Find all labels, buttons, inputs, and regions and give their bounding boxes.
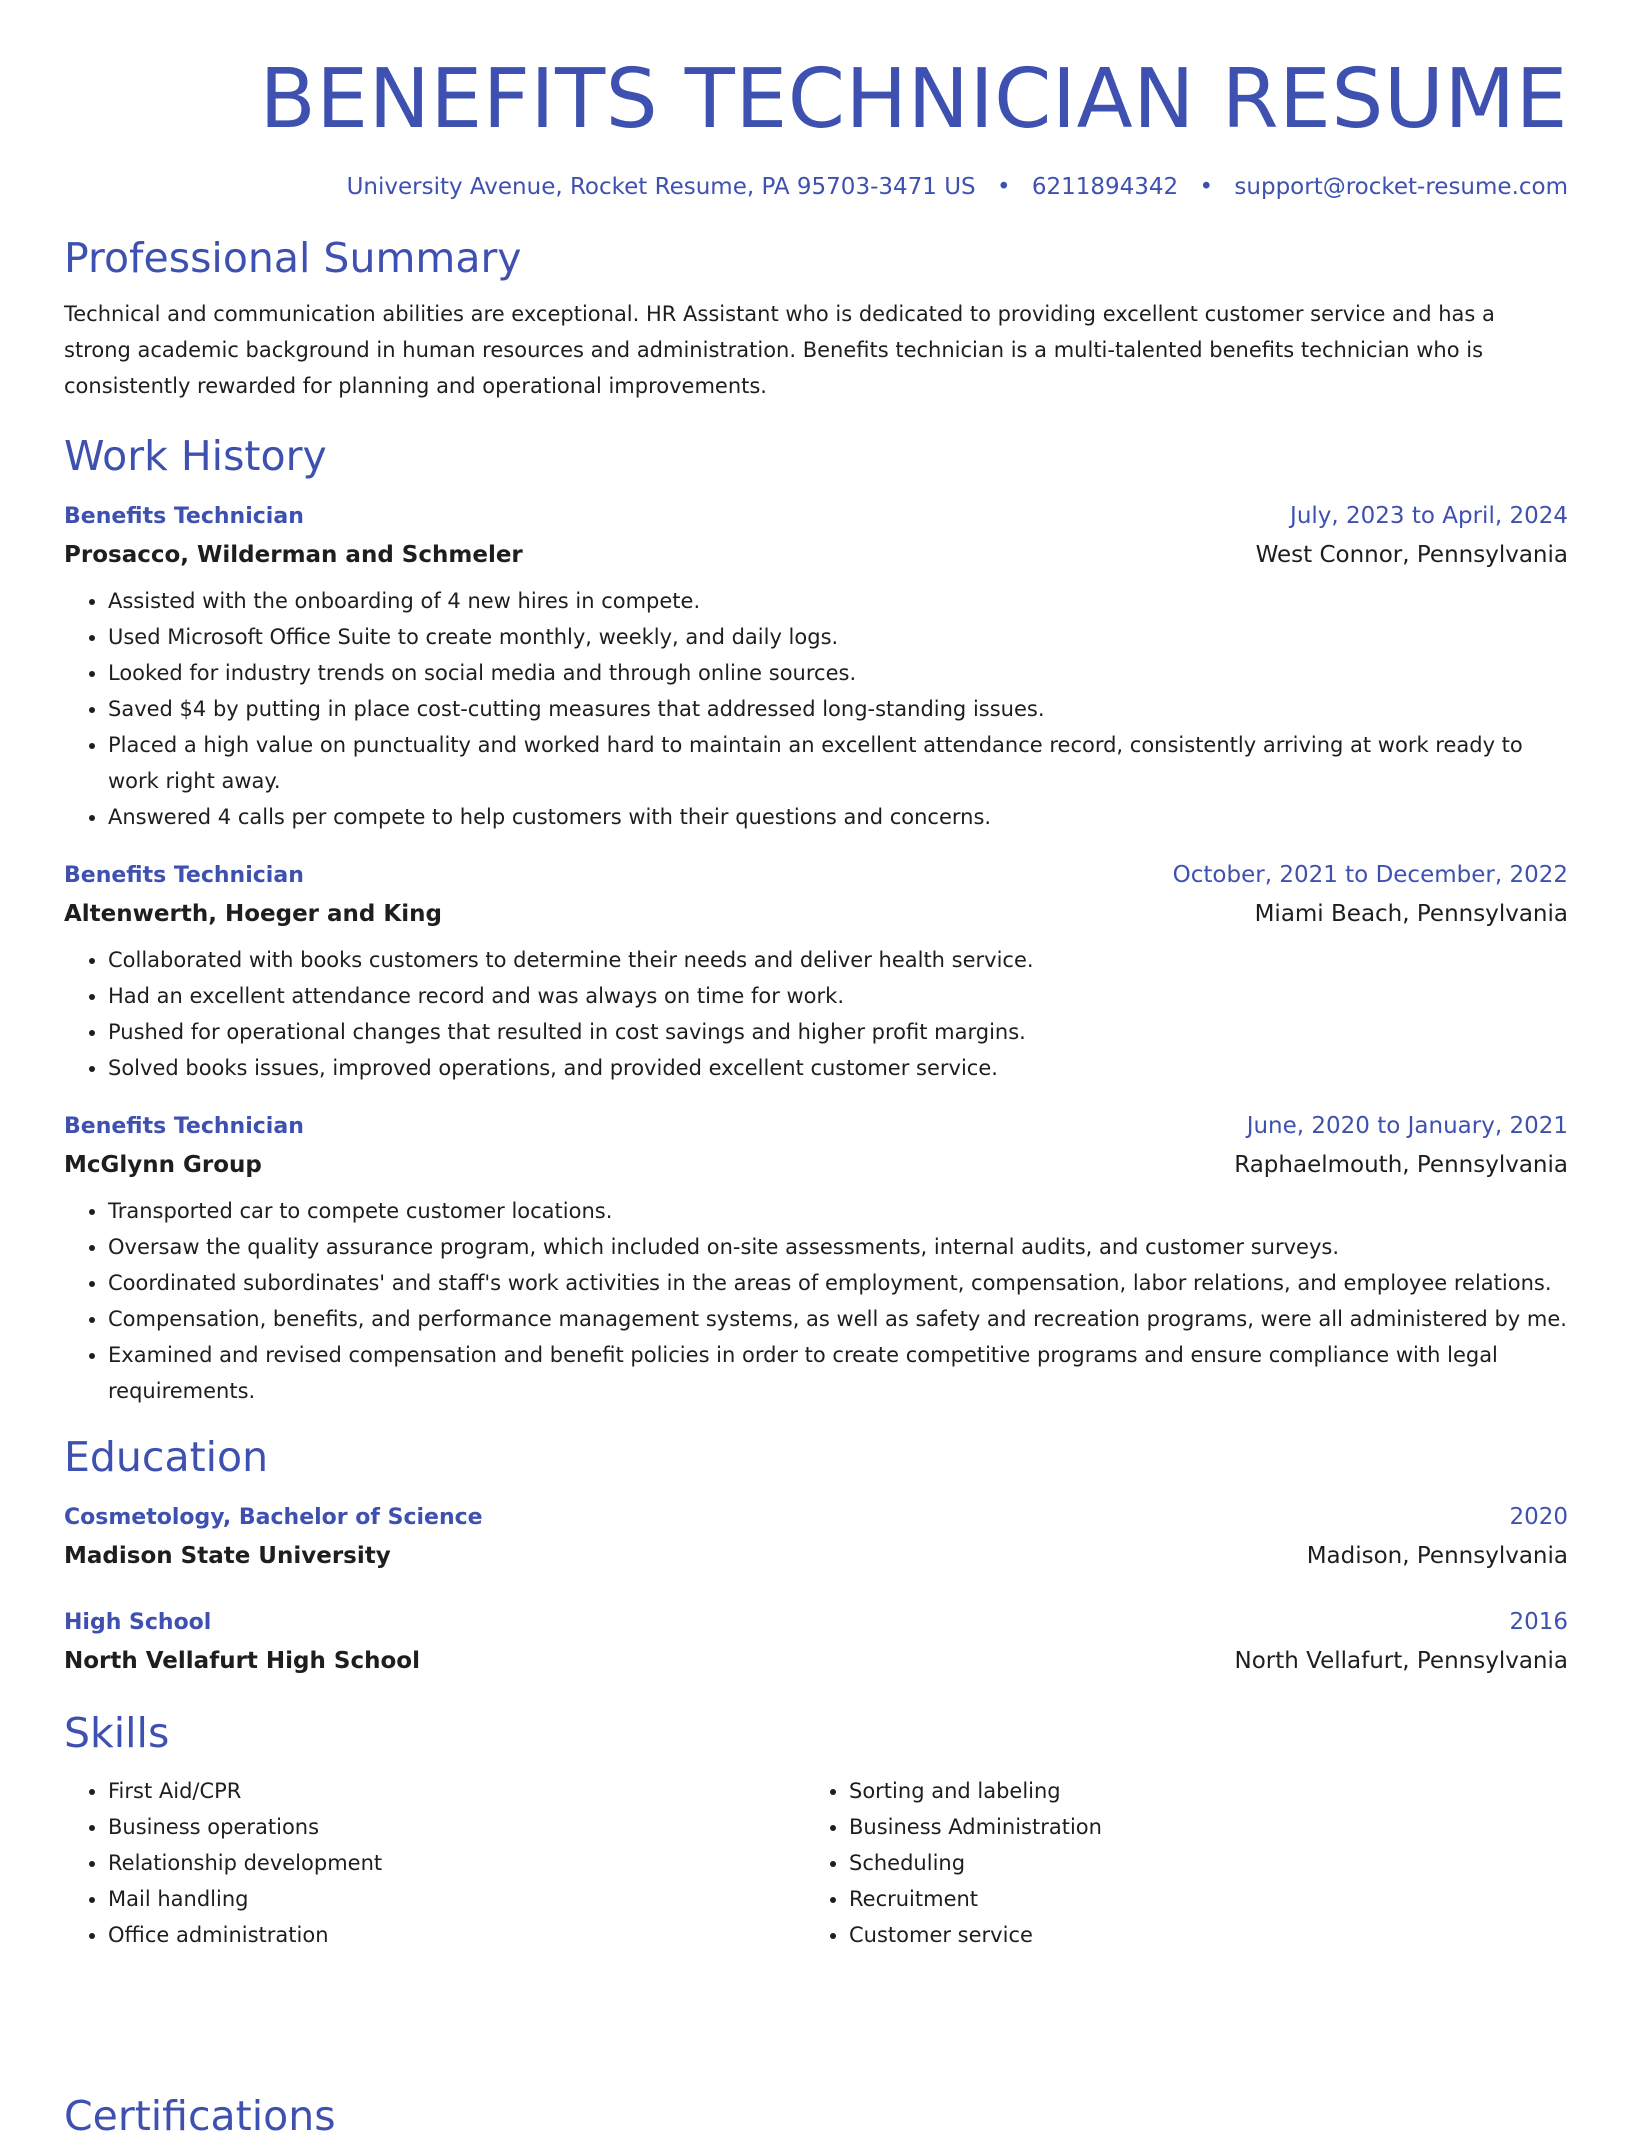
job-bullet: • Assisted with the onboarding of 4 new hires in compete. — [108, 583, 1568, 619]
skill-item: • First Aid/CPR — [108, 1773, 805, 1809]
job-bullets — [64, 1193, 1568, 1409]
skill-item: • Relationship development — [108, 1845, 805, 1881]
job-role: Benefits Technician — [64, 863, 304, 888]
job-role: Benefits Technician — [64, 1114, 304, 1139]
education-degree: Cosmetology, Bachelor of Science — [64, 1505, 483, 1530]
education-degree: High School — [64, 1610, 212, 1635]
education-school: North Vellafurt High School — [64, 1648, 420, 1674]
job-bullet: • Looked for industry trends on social media and through online sources. — [108, 655, 1568, 691]
skill-item: • Business Administration — [849, 1809, 1546, 1845]
job-company: Prosacco, Wilderman and Schmeler — [64, 542, 523, 568]
job-role: Benefits Technician — [64, 504, 304, 529]
job-location: Raphaelmouth, Pennsylvania — [1234, 1152, 1568, 1178]
education-entry — [64, 1604, 1568, 1681]
job-dates: October, 2021 to December, 2022 — [1172, 862, 1568, 888]
job-bullet: • Solved books issues, improved operations, and provided excellent customer service. — [108, 1050, 1568, 1086]
skill-item: • Sorting and labeling — [849, 1773, 1546, 1809]
job-bullet: • Used Microsoft Office Suite to create monthly, weekly, and daily logs. — [108, 619, 1568, 655]
job-dates: July, 2023 to April, 2024 — [1290, 503, 1568, 529]
job-company: McGlynn Group — [64, 1152, 262, 1178]
job-bullet: • Examined and revised compensation and benefit policies in order to create competitive programs and ensure compliance with legal requirements. — [108, 1337, 1568, 1409]
job-bullet: • Oversaw the quality assurance program, which included on-site assessments, internal audits, and customer surveys. — [108, 1229, 1568, 1265]
work-history-heading: Work History — [64, 432, 327, 480]
job-bullet: • Transported car to compete customer locations. — [108, 1193, 1568, 1229]
summary-text: Technical and communication abilities are exceptional. HR Assistant who is dedicated to providing excellent customer service and has a strong academic background in human resources and administration. Benefits technician is a multi-talented benefits technician who is consistently rewarded for planning and operational improvements. — [64, 302, 1495, 398]
job-bullets — [64, 942, 1568, 1086]
certifications-heading: Certifications — [64, 2092, 336, 2140]
summary-heading: Professional Summary — [64, 234, 522, 282]
job-bullet: • Compensation, benefits, and performance management systems, as well as safety and recreation programs, were all administered by me. — [108, 1301, 1568, 1337]
skill-item: • Office administration — [108, 1917, 805, 1953]
skills-grid — [64, 1773, 1568, 1953]
resume-title: BENEFITS TECHNICIAN RESUME — [259, 52, 1568, 147]
skills-heading: Skills — [64, 1709, 170, 1757]
job-entry — [64, 1108, 1568, 1409]
resume-page — [64, 50, 1568, 1953]
contact-line — [64, 172, 1568, 202]
contact-address: University Avenue, Rocket Resume, PA 95703-3471 US — [346, 174, 976, 200]
job-bullet: • Pushed for operational changes that resulted in cost savings and higher profit margins. — [108, 1014, 1568, 1050]
skills-column-right — [805, 1773, 1546, 1953]
job-dates: June, 2020 to January, 2021 — [1246, 1113, 1568, 1139]
job-company: Altenwerth, Hoeger and King — [64, 901, 442, 927]
contact-phone: 6211894342 — [1031, 174, 1179, 200]
skill-item: • Recruitment — [849, 1881, 1546, 1917]
job-bullet: • Answered 4 calls per compete to help customers with their questions and concerns. — [108, 799, 1568, 835]
education-heading: Education — [64, 1433, 269, 1481]
skill-item: • Scheduling — [849, 1845, 1546, 1881]
job-entry — [64, 857, 1568, 1086]
job-bullet: • Saved $4 by putting in place cost-cutting measures that addressed long-standing issues. — [108, 691, 1568, 727]
job-bullet: • Placed a high value on punctuality and worked hard to maintain an excellent attendance record, consistently arriving at work ready to work right away. — [108, 727, 1568, 799]
job-bullet: • Collaborated with books customers to determine their needs and deliver health service. — [108, 942, 1568, 978]
education-year: 2016 — [1509, 1609, 1568, 1635]
job-location: Miami Beach, Pennsylvania — [1254, 901, 1568, 927]
education-entry — [64, 1499, 1568, 1576]
skill-item: • Customer service — [849, 1917, 1546, 1953]
education-year: 2020 — [1509, 1504, 1568, 1530]
contact-email: support@rocket-resume.com — [1234, 174, 1568, 200]
skill-item: • Mail handling — [108, 1881, 805, 1917]
education-location: North Vellafurt, Pennsylvania — [1234, 1648, 1568, 1674]
skill-item: • Business operations — [108, 1809, 805, 1845]
contact-separator: • — [1199, 174, 1214, 200]
contact-separator: • — [996, 174, 1011, 200]
job-entry — [64, 498, 1568, 835]
job-location: West Connor, Pennsylvania — [1255, 542, 1568, 568]
job-bullet: • Coordinated subordinates' and staff's work activities in the areas of employment, compensation, labor relations, and employee relations. — [108, 1265, 1568, 1301]
job-bullet: • Had an excellent attendance record and was always on time for work. — [108, 978, 1568, 1014]
skills-column-left — [64, 1773, 805, 1953]
job-bullets — [64, 583, 1568, 835]
education-location: Madison, Pennsylvania — [1306, 1543, 1568, 1569]
education-school: Madison State University — [64, 1543, 391, 1569]
